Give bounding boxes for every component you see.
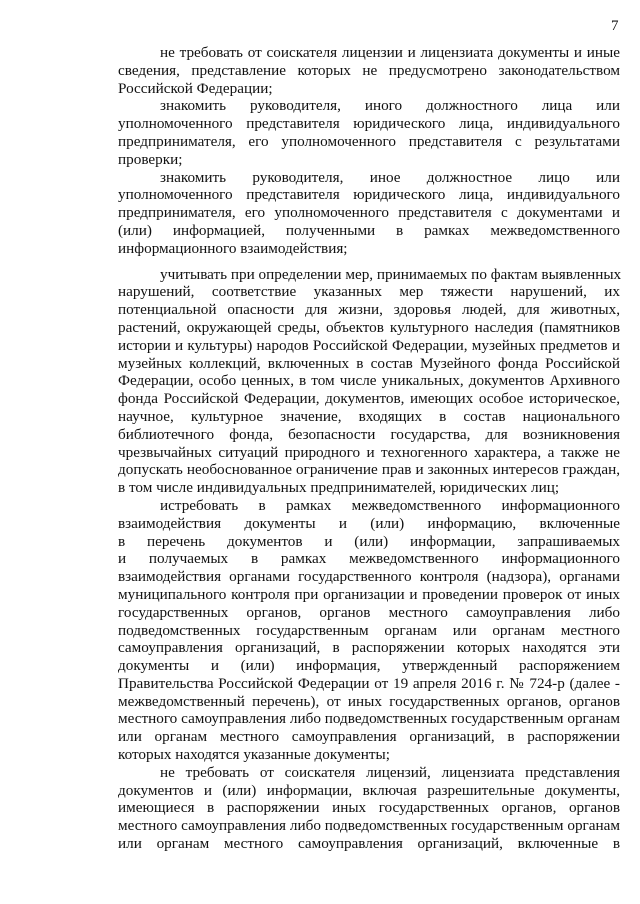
paragraph-line: не требовать от соискателя лицензии и лицензиата документы и иные (160, 44, 620, 61)
paragraph-line: которых находятся указанные документы; (118, 746, 390, 764)
paragraph-line: взаимодействия органами государственного контроля (надзора), органами (118, 568, 620, 586)
paragraph-line: потенциальной опасности для жизни, здоровья людей, для животных, (118, 301, 620, 319)
paragraph (118, 764, 620, 853)
paragraph-line: учитывать при определении мер, принимаемых по фактам выявленных (160, 265, 622, 283)
paragraph-line: библиотечного фонда, безопасности государства, для возникновения (118, 425, 620, 443)
paragraph-line: музейных коллекций, включенных в состав Музейного фонда Российской (118, 354, 620, 372)
paragraph-line: уполномоченного представителя юридического лица, индивидуального (118, 186, 620, 204)
paragraph-line: знакомить руководителя, иное должностное лицо или (160, 168, 620, 186)
paragraph (118, 97, 620, 168)
paragraph (118, 266, 620, 497)
paragraph-line: уполномоченного представителя юридического лица, индивидуального (118, 115, 620, 133)
paragraph-line: информационного взаимодействия; (118, 239, 348, 257)
paragraph-line: местного самоуправления либо подведомственных государственным органам (118, 710, 620, 728)
paragraph-line: нарушений, соответствие указанных мер тяжести нарушений, их (118, 283, 620, 301)
paragraph-line: не требовать от соискателя лицензий, лицензиата представления (160, 763, 620, 781)
paragraph (118, 497, 620, 764)
paragraph-line: растений, окружающей среды, объектов культурного наследия (памятников (118, 318, 620, 336)
paragraph-line: Российской Федерации; (118, 79, 273, 97)
paragraph-line: или органам местного самоуправления организаций, включенные в (118, 835, 620, 853)
page-number: 7 (611, 18, 619, 34)
paragraph-line: межведомственный перечень), от иных государственных органов, органов (118, 692, 620, 710)
paragraph-line: фонда Российской Федерации, документов, имеющих особое историческое, (118, 390, 620, 408)
paragraph-line: муниципального контроля при организации и проведении проверок от иных (118, 585, 620, 603)
paragraph-line: местного самоуправления либо подведомственных государственным органам (118, 817, 620, 835)
paragraph-line: имеющиеся в распоряжении иных государственных органов, органов (118, 799, 620, 817)
paragraph-line: Федерации, особо ценных, в том числе уникальных, документов Архивного (118, 372, 620, 390)
paragraph-line: научное, культурное значение, входящих в состав национального (118, 407, 620, 425)
paragraph-line: государственных органов, органов местного самоуправления либо (118, 603, 620, 621)
paragraph-line: чрезвычайных ситуаций природного и техногенного характера, а также не (118, 443, 620, 461)
paragraph-line: подведомственных государственным органам или органам местного (118, 621, 620, 639)
paragraph-line: знакомить руководителя, иного должностного лица или (160, 97, 620, 115)
paragraph-line: в том числе индивидуальных предпринимателей, юридических лиц; (118, 479, 560, 497)
paragraph-line: в перечень документов и (или) информации, запрашиваемых (118, 532, 620, 550)
paragraph-gap (118, 258, 620, 266)
paragraph-line: самоуправления организаций, в распоряжении которых находятся эти (118, 639, 620, 657)
document-body (118, 44, 620, 853)
paragraph-line: истребовать в рамках межведомственного информационного (160, 496, 620, 514)
paragraph-line: (или) информацией, полученными в рамках межведомственного (118, 221, 620, 239)
paragraph-line: предпринимателя, его уполномоченного представителя с результатами (118, 132, 620, 150)
paragraph-line: проверки; (118, 150, 183, 168)
paragraph-line: документы и (или) информация, утвержденный распоряжением (118, 657, 620, 675)
paragraph-line: допускать необоснованное ограничение прав и законных интересов граждан, (118, 461, 620, 479)
paragraph-line: истории и культуры) народов Российской Федерации, музейных предметов и (118, 336, 620, 354)
paragraph-line: предпринимателя, его уполномоченного представителя с документами и (118, 204, 620, 222)
paragraph-line: и получаемых в рамках межведомственного информационного (118, 550, 620, 568)
paragraph-line: сведения, представление которых не предусмотрено законодательством (118, 61, 620, 79)
paragraph (118, 169, 620, 258)
paragraph-line: или органам местного самоуправления организаций, в распоряжении (118, 728, 620, 746)
paragraph-line: документов и (или) информации, включая разрешительные документы, (118, 781, 620, 799)
paragraph-line: взаимодействия документы и (или) информацию, включенные (118, 514, 620, 532)
paragraph (118, 44, 620, 97)
paragraph-line: Правительства Российской Федерации от 19 апреля 2016 г. № 724-р (далее - (118, 674, 620, 692)
